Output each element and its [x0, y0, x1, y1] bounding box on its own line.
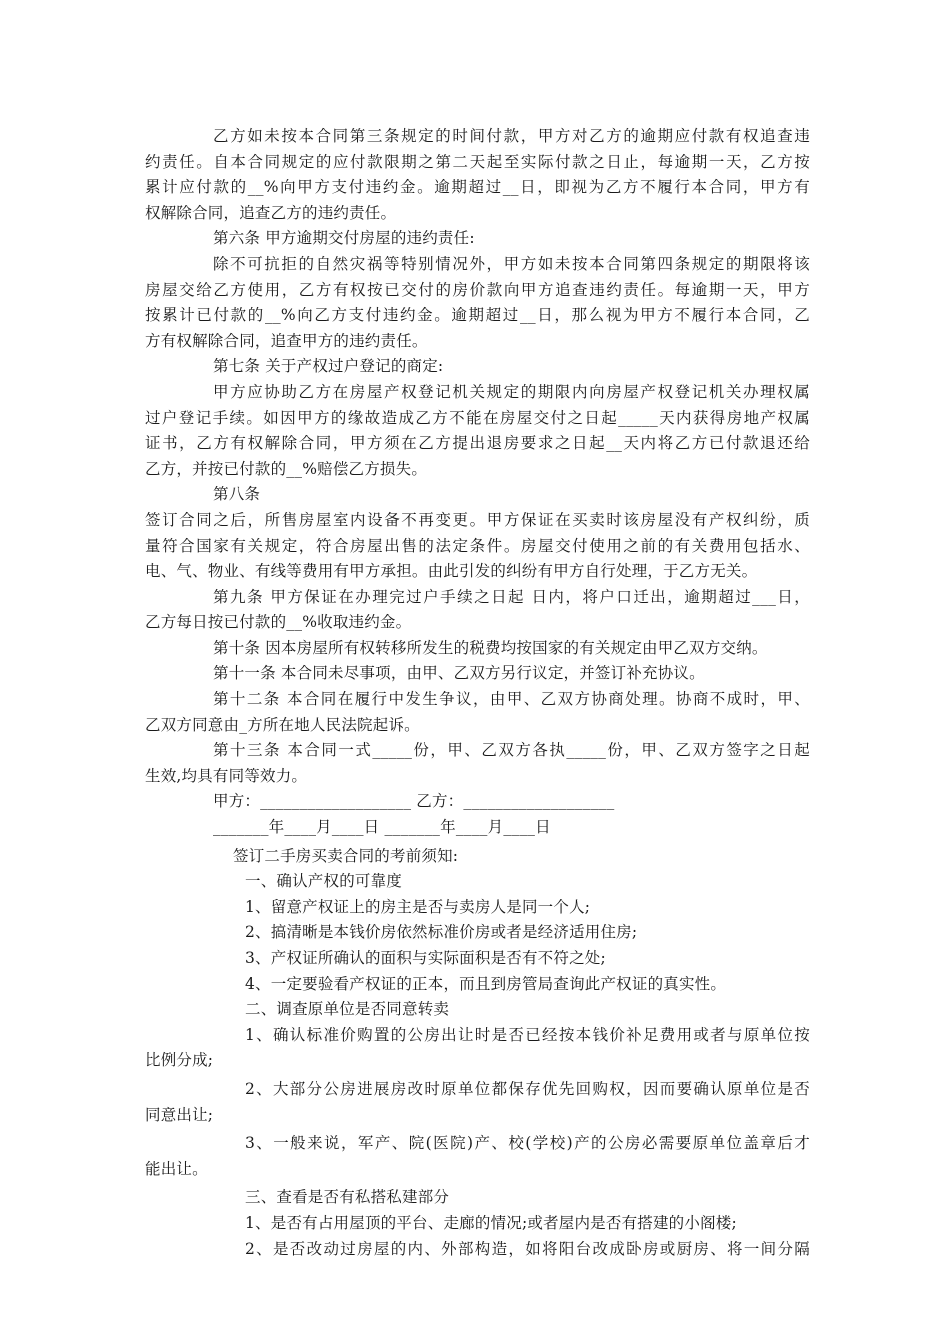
clause-heading: 第十条 因本房屋所有权转移所发生的税费均按国家的有关规定由甲乙双方交纳。 — [213, 638, 768, 657]
paragraph-line: 过户登记手续。如因甲方的缘故造成乙方不能在房屋交付之日起_____天内获得房地产权属 — [145, 408, 810, 427]
section-heading: 三、查看是否有私搭私建部分 — [245, 1188, 450, 1207]
paragraph-line: 除不可抗拒的自然灾祸等特别情况外，甲方如未按本合同第四条规定的期限将该 — [213, 254, 810, 273]
section-heading: 一、确认产权的可靠度 — [245, 872, 403, 891]
clause-heading: 第九条 甲方保证在办理完过户手续之日起 日内，将户口迁出，逾期超过___日， — [213, 587, 810, 606]
clause-heading: 第七条 关于产权过户登记的商定: — [213, 357, 444, 376]
list-item: 1、是否有占用屋顶的平台、走廊的情况;或者屋内是否有搭建的小阁楼; — [245, 1213, 737, 1232]
paragraph-line: 签订合同之后，所售房屋室内设备不再变更。甲方保证在买卖时该房屋没有产权纠纷，质 — [145, 510, 810, 529]
paragraph-line: 房屋交给乙方使用，乙方有权按已交付的房价款向甲方追查违约责任。每逾期一天，甲方 — [145, 280, 810, 299]
paragraph-line: 约责任。自本合同规定的应付款限期之第二天起至实际付款之日止，每逾期一天，乙方按 — [145, 152, 810, 171]
section-title: 签订二手房买卖合同的考前须知: — [233, 846, 459, 865]
paragraph-line: 生效,均具有同等效力。 — [145, 766, 308, 785]
list-item: 1、确认标准价购置的公房出让时是否已经按本钱价补足费用或者与原单位按 — [245, 1025, 810, 1044]
clause-heading: 第八条 — [213, 485, 261, 504]
list-item: 2、是否改动过房屋的内、外部构造，如将阳台改成卧房或厨房、将一间分隔 — [245, 1239, 810, 1258]
list-item-continuation: 比例分成; — [145, 1051, 214, 1070]
paragraph-line: 甲方应协助乙方在房屋产权登记机关规定的期限内向房屋产权登记机关办理权属 — [213, 382, 810, 401]
paragraph-line: 电、气、物业、有线等费用有甲方承担。由此引发的纠纷有甲方自行处理，于乙方无关。 — [145, 562, 758, 581]
list-item: 2、大部分公房进展房改时原单位都保存优先回购权，因而要确认原单位是否 — [245, 1079, 810, 1098]
clause-heading: 第十二条 本合同在履行中发生争议，由甲、乙双方协商处理。协商不成时，甲、 — [213, 690, 810, 709]
paragraph-line: 乙方每日按已付款的__%收取违约金。 — [145, 613, 412, 632]
paragraph-line: 证书，乙方有权解除合同，甲方须在乙方提出退房要求之日起__天内将乙方已付款退还给 — [145, 434, 810, 453]
signature-line: 甲方：___________________ 乙方：___________________ — [213, 792, 615, 811]
document-page — [145, 124, 810, 1262]
section-heading: 二、调查原单位是否同意转卖 — [245, 1000, 450, 1019]
paragraph-line: 量符合国家有关规定，符合房屋出售的法定条件。房屋交付使用之前的有关费用包括水、 — [145, 536, 810, 555]
list-item: 3、一般来说，军产、院(医院)产、校(学校)产的公房必需要原单位盖章后才 — [245, 1134, 810, 1153]
paragraph-line: 方有权解除合同，追查甲方的违约责任。 — [145, 331, 428, 350]
paragraph-line: 乙方如未按本合同第三条规定的时间付款，甲方对乙方的逾期应付款有权追查违 — [213, 127, 810, 145]
paragraph-line: 乙双方同意由_方所在地人民法院起诉。 — [145, 715, 420, 734]
paragraph-line: 累计应付款的__%向甲方支付违约金。逾期超过__日，即视为乙方不履行本合同，甲方有 — [145, 178, 810, 197]
clause-heading: 第十三条 本合同一式_____份，甲、乙双方各执_____份，甲、乙双方签字之日起 — [213, 741, 810, 760]
date-line: _______年____月____日 _______年____月____日 — [213, 818, 551, 837]
clause-heading: 第六条 甲方逾期交付房屋的违约责任: — [213, 229, 475, 248]
list-item: 1、留意产权证上的房主是否与卖房人是同一个人; — [245, 897, 591, 916]
paragraph-line: 权解除合同，追查乙方的违约责任。 — [145, 203, 397, 222]
paragraph-line: 按累计已付款的__%向乙方支付违约金。逾期超过__日，那么视为甲方不履行本合同，乙 — [145, 306, 810, 325]
clause-heading: 第十一条 本合同未尽事项，由甲、乙双方另行议定，并签订补充协议。 — [213, 664, 705, 683]
list-item: 2、搞清晰是本钱价房依然标准价房或者是经济适用住房; — [245, 923, 638, 942]
list-item: 4、一定要验看产权证的正本，而且到房管局查询此产权证的真实性。 — [245, 974, 727, 993]
paragraph-line: 乙方，并按已付款的__%赔偿乙方损失。 — [145, 459, 428, 478]
list-item-continuation: 能出让。 — [145, 1159, 208, 1178]
list-item-continuation: 同意出让; — [145, 1105, 214, 1124]
list-item: 3、产权证所确认的面积与实际面积是否有不符之处; — [245, 949, 606, 967]
